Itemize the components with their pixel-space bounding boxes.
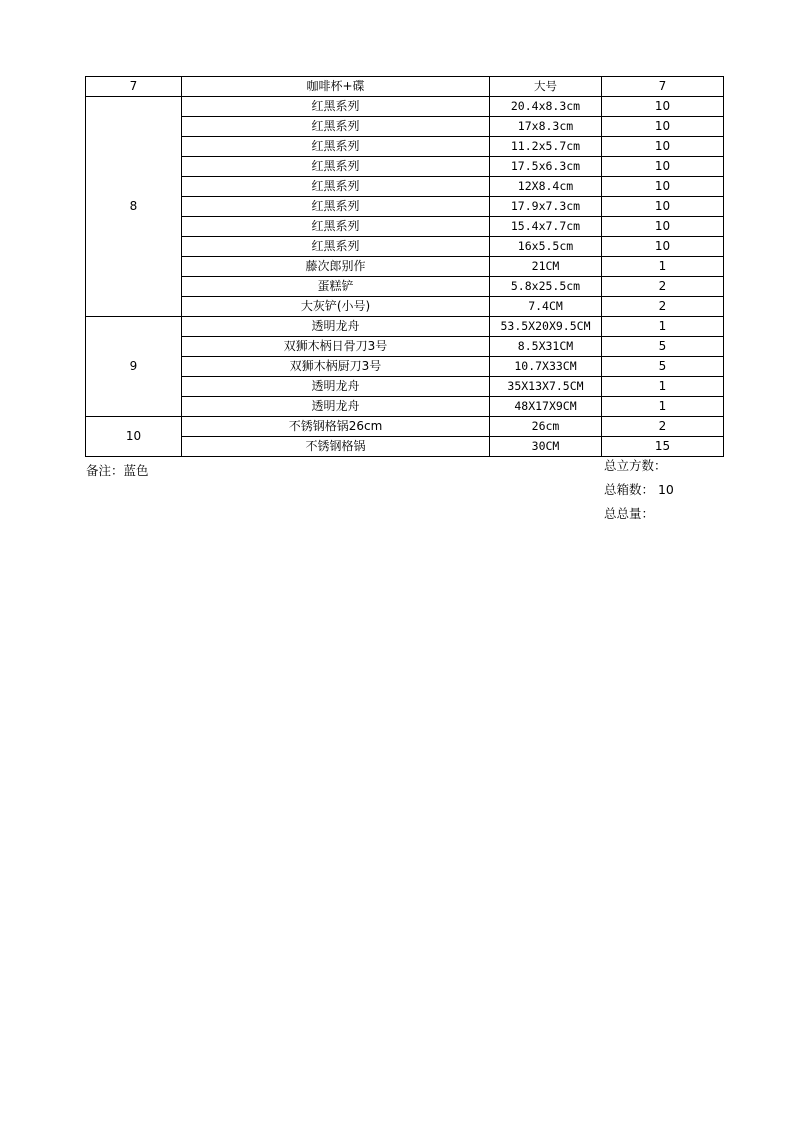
item-qty-cell: 10 (602, 217, 724, 237)
item-qty-cell: 10 (602, 137, 724, 157)
table-row (86, 357, 724, 377)
item-name-cell: 双狮木柄日骨刀3号 (182, 337, 490, 357)
item-qty-cell: 5 (602, 357, 724, 377)
table-row (86, 117, 724, 137)
item-qty-cell: 1 (602, 317, 724, 337)
item-spec-cell: 30CM (490, 437, 602, 457)
item-spec-cell: 5.8x25.5cm (490, 277, 602, 297)
table-row (86, 97, 724, 117)
item-spec-cell: 7.4CM (490, 297, 602, 317)
item-spec-cell: 35X13X7.5CM (490, 377, 602, 397)
item-qty-cell: 10 (602, 97, 724, 117)
table-row (86, 177, 724, 197)
table-row (86, 337, 724, 357)
item-qty-cell: 10 (602, 157, 724, 177)
item-name-cell: 不锈钢格锅 (182, 437, 490, 457)
item-spec-cell: 53.5X20X9.5CM (490, 317, 602, 337)
item-name-cell: 红黑系列 (182, 197, 490, 217)
item-qty-cell: 10 (602, 197, 724, 217)
item-name-cell: 红黑系列 (182, 177, 490, 197)
table-row (86, 277, 724, 297)
item-name-cell: 藤次郎别作 (182, 257, 490, 277)
total-weight: 总总量： (604, 506, 655, 521)
item-spec-cell: 12X8.4cm (490, 177, 602, 197)
item-name-cell: 透明龙舟 (182, 317, 490, 337)
table-row (86, 437, 724, 457)
total-volume: 总立方数： (604, 458, 667, 473)
item-qty-cell: 2 (602, 277, 724, 297)
item-name-cell: 红黑系列 (182, 217, 490, 237)
item-name-cell: 红黑系列 (182, 157, 490, 177)
item-spec-cell: 17.5x6.3cm (490, 157, 602, 177)
table-row (86, 417, 724, 437)
item-qty-cell: 15 (602, 437, 724, 457)
item-spec-cell: 17x8.3cm (490, 117, 602, 137)
item-qty-cell: 1 (602, 377, 724, 397)
packing-list-body (86, 77, 724, 457)
item-name-cell: 红黑系列 (182, 117, 490, 137)
item-name-cell: 透明龙舟 (182, 377, 490, 397)
table-row (86, 77, 724, 97)
table-row (86, 137, 724, 157)
item-spec-cell: 10.7X33CM (490, 357, 602, 377)
remark-note: 备注：蓝色 (86, 463, 149, 478)
item-spec-cell: 17.9x7.3cm (490, 197, 602, 217)
table-row (86, 297, 724, 317)
item-spec-cell: 21CM (490, 257, 602, 277)
item-qty-cell: 10 (602, 177, 724, 197)
item-spec-cell: 15.4x7.7cm (490, 217, 602, 237)
item-name-cell: 红黑系列 (182, 137, 490, 157)
item-spec-cell: 8.5X31CM (490, 337, 602, 357)
total-boxes: 总箱数： 10 (604, 482, 674, 497)
table-row (86, 317, 724, 337)
table-row (86, 377, 724, 397)
item-spec-cell: 大号 (490, 77, 602, 97)
group-number-cell: 10 (86, 417, 182, 457)
item-qty-cell: 1 (602, 257, 724, 277)
table-row (86, 237, 724, 257)
item-name-cell: 透明龙舟 (182, 397, 490, 417)
item-name-cell: 蛋糕铲 (182, 277, 490, 297)
item-qty-cell: 2 (602, 417, 724, 437)
item-qty-cell: 2 (602, 297, 724, 317)
table-row (86, 397, 724, 417)
table-row (86, 257, 724, 277)
item-name-cell: 双狮木柄厨刀3号 (182, 357, 490, 377)
table-row (86, 217, 724, 237)
item-spec-cell: 48X17X9CM (490, 397, 602, 417)
item-qty-cell: 10 (602, 117, 724, 137)
item-name-cell: 大灰铲(小号) (182, 297, 490, 317)
item-name-cell: 不锈钢格锅26cm (182, 417, 490, 437)
item-spec-cell: 11.2x5.7cm (490, 137, 602, 157)
item-qty-cell: 1 (602, 397, 724, 417)
item-spec-cell: 26cm (490, 417, 602, 437)
table-row (86, 197, 724, 217)
item-qty-cell: 7 (602, 77, 724, 97)
item-qty-cell: 10 (602, 237, 724, 257)
item-name-cell: 咖啡杯+碟 (182, 77, 490, 97)
item-qty-cell: 5 (602, 337, 724, 357)
item-spec-cell: 20.4x8.3cm (490, 97, 602, 117)
group-number-cell: 9 (86, 317, 182, 417)
item-name-cell: 红黑系列 (182, 97, 490, 117)
item-name-cell: 红黑系列 (182, 237, 490, 257)
group-number-cell: 8 (86, 97, 182, 317)
packing-list-table (85, 76, 724, 457)
item-spec-cell: 16x5.5cm (490, 237, 602, 257)
group-number-cell: 7 (86, 77, 182, 97)
totals-block (604, 459, 674, 531)
table-row (86, 157, 724, 177)
